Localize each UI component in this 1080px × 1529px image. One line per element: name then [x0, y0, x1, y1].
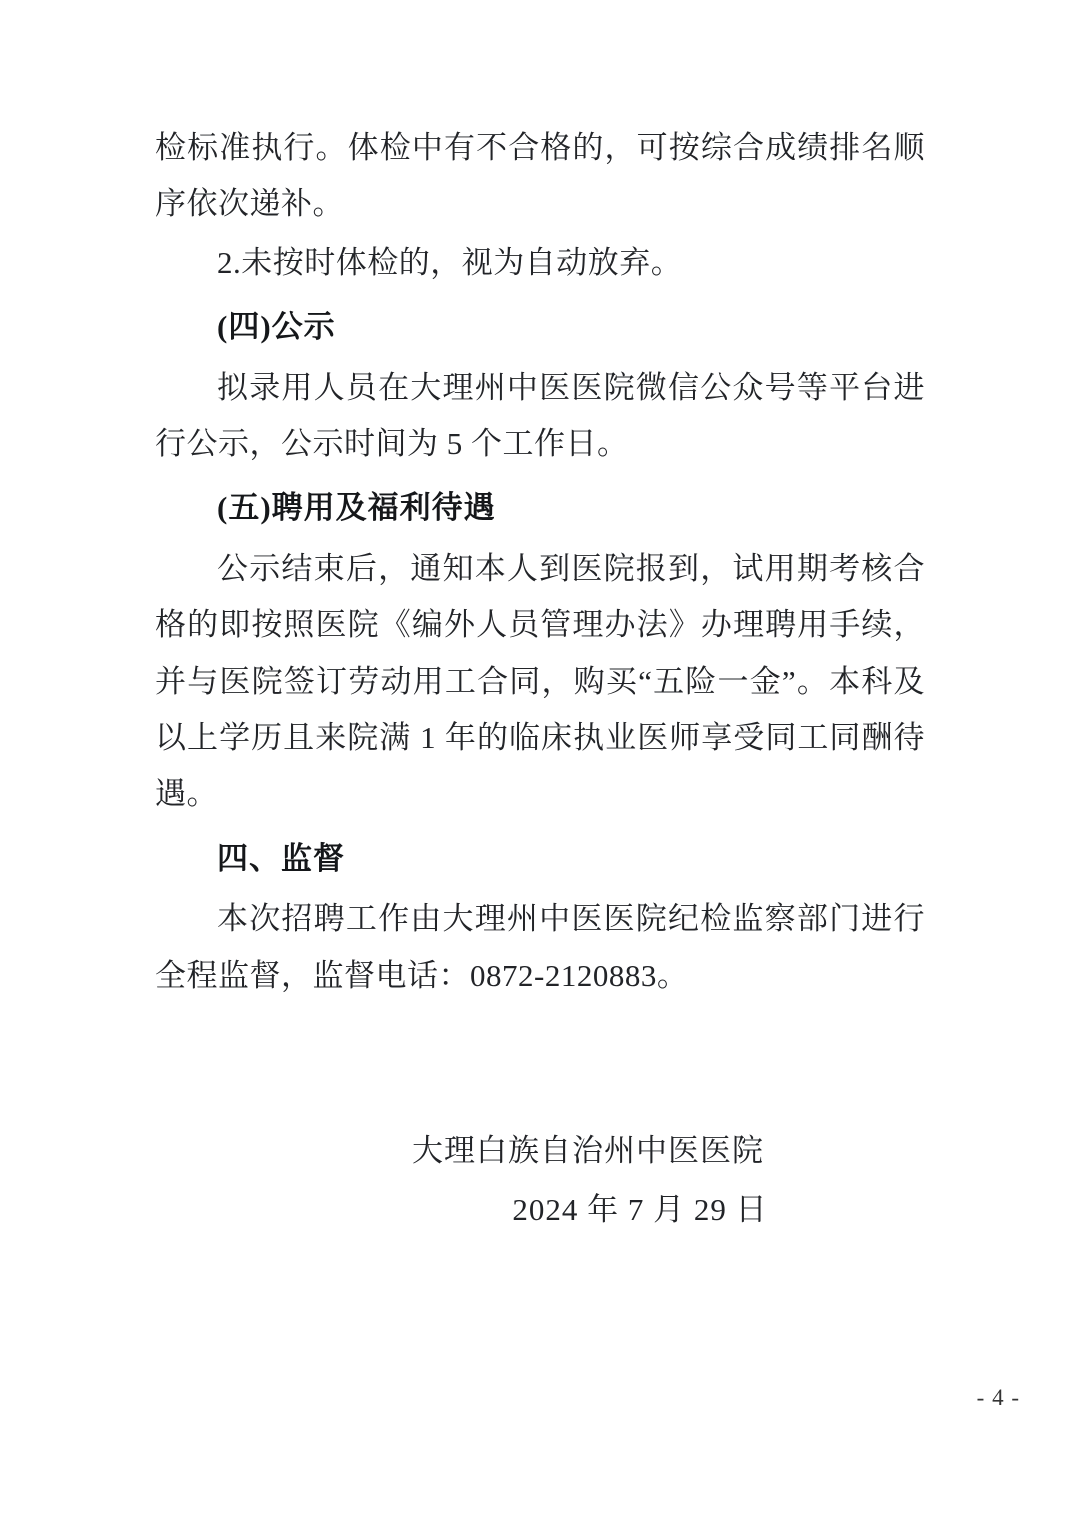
heading-employment-benefits: (五)聘用及福利待遇	[217, 490, 496, 526]
paragraph-item-2: 2.未按时体检的，视为自动放弃。	[217, 244, 683, 280]
signature-organization: 大理白族自治州中医医院	[412, 1133, 764, 1169]
page-number: - 4 -	[976, 1385, 1020, 1410]
heading-publicity: (四)公示	[217, 309, 336, 345]
signature-date: 2024 年 7 月 29 日	[512, 1191, 768, 1227]
paragraph-employment-benefits: 公示结束后，通知本人到医院报到，试用期考核合格的即按照医院《编外人员管理办法》办理聘用手续，并与医院签订劳动用工合同，购买“五险一金”。本科及以上学历且来院满 1 年的临床执业医师享受同工同酬待遇。	[155, 550, 925, 812]
heading-supervision: 四、监督	[217, 840, 345, 876]
paragraph-supervision: 本次招聘工作由大理州中医医院纪检监察部门进行全程监督，监督电话：0872-2120883。	[155, 901, 925, 993]
document-body	[155, 120, 925, 1004]
signature-block	[155, 1122, 925, 1240]
paragraph-physical-standard: 检标准执行。体检中有不合格的，可按综合成绩排名顺序依次递补。	[155, 130, 925, 222]
paragraph-publicity: 拟录用人员在大理州中医医院微信公众号等平台进行公示，公示时间为 5 个工作日。	[155, 369, 925, 462]
